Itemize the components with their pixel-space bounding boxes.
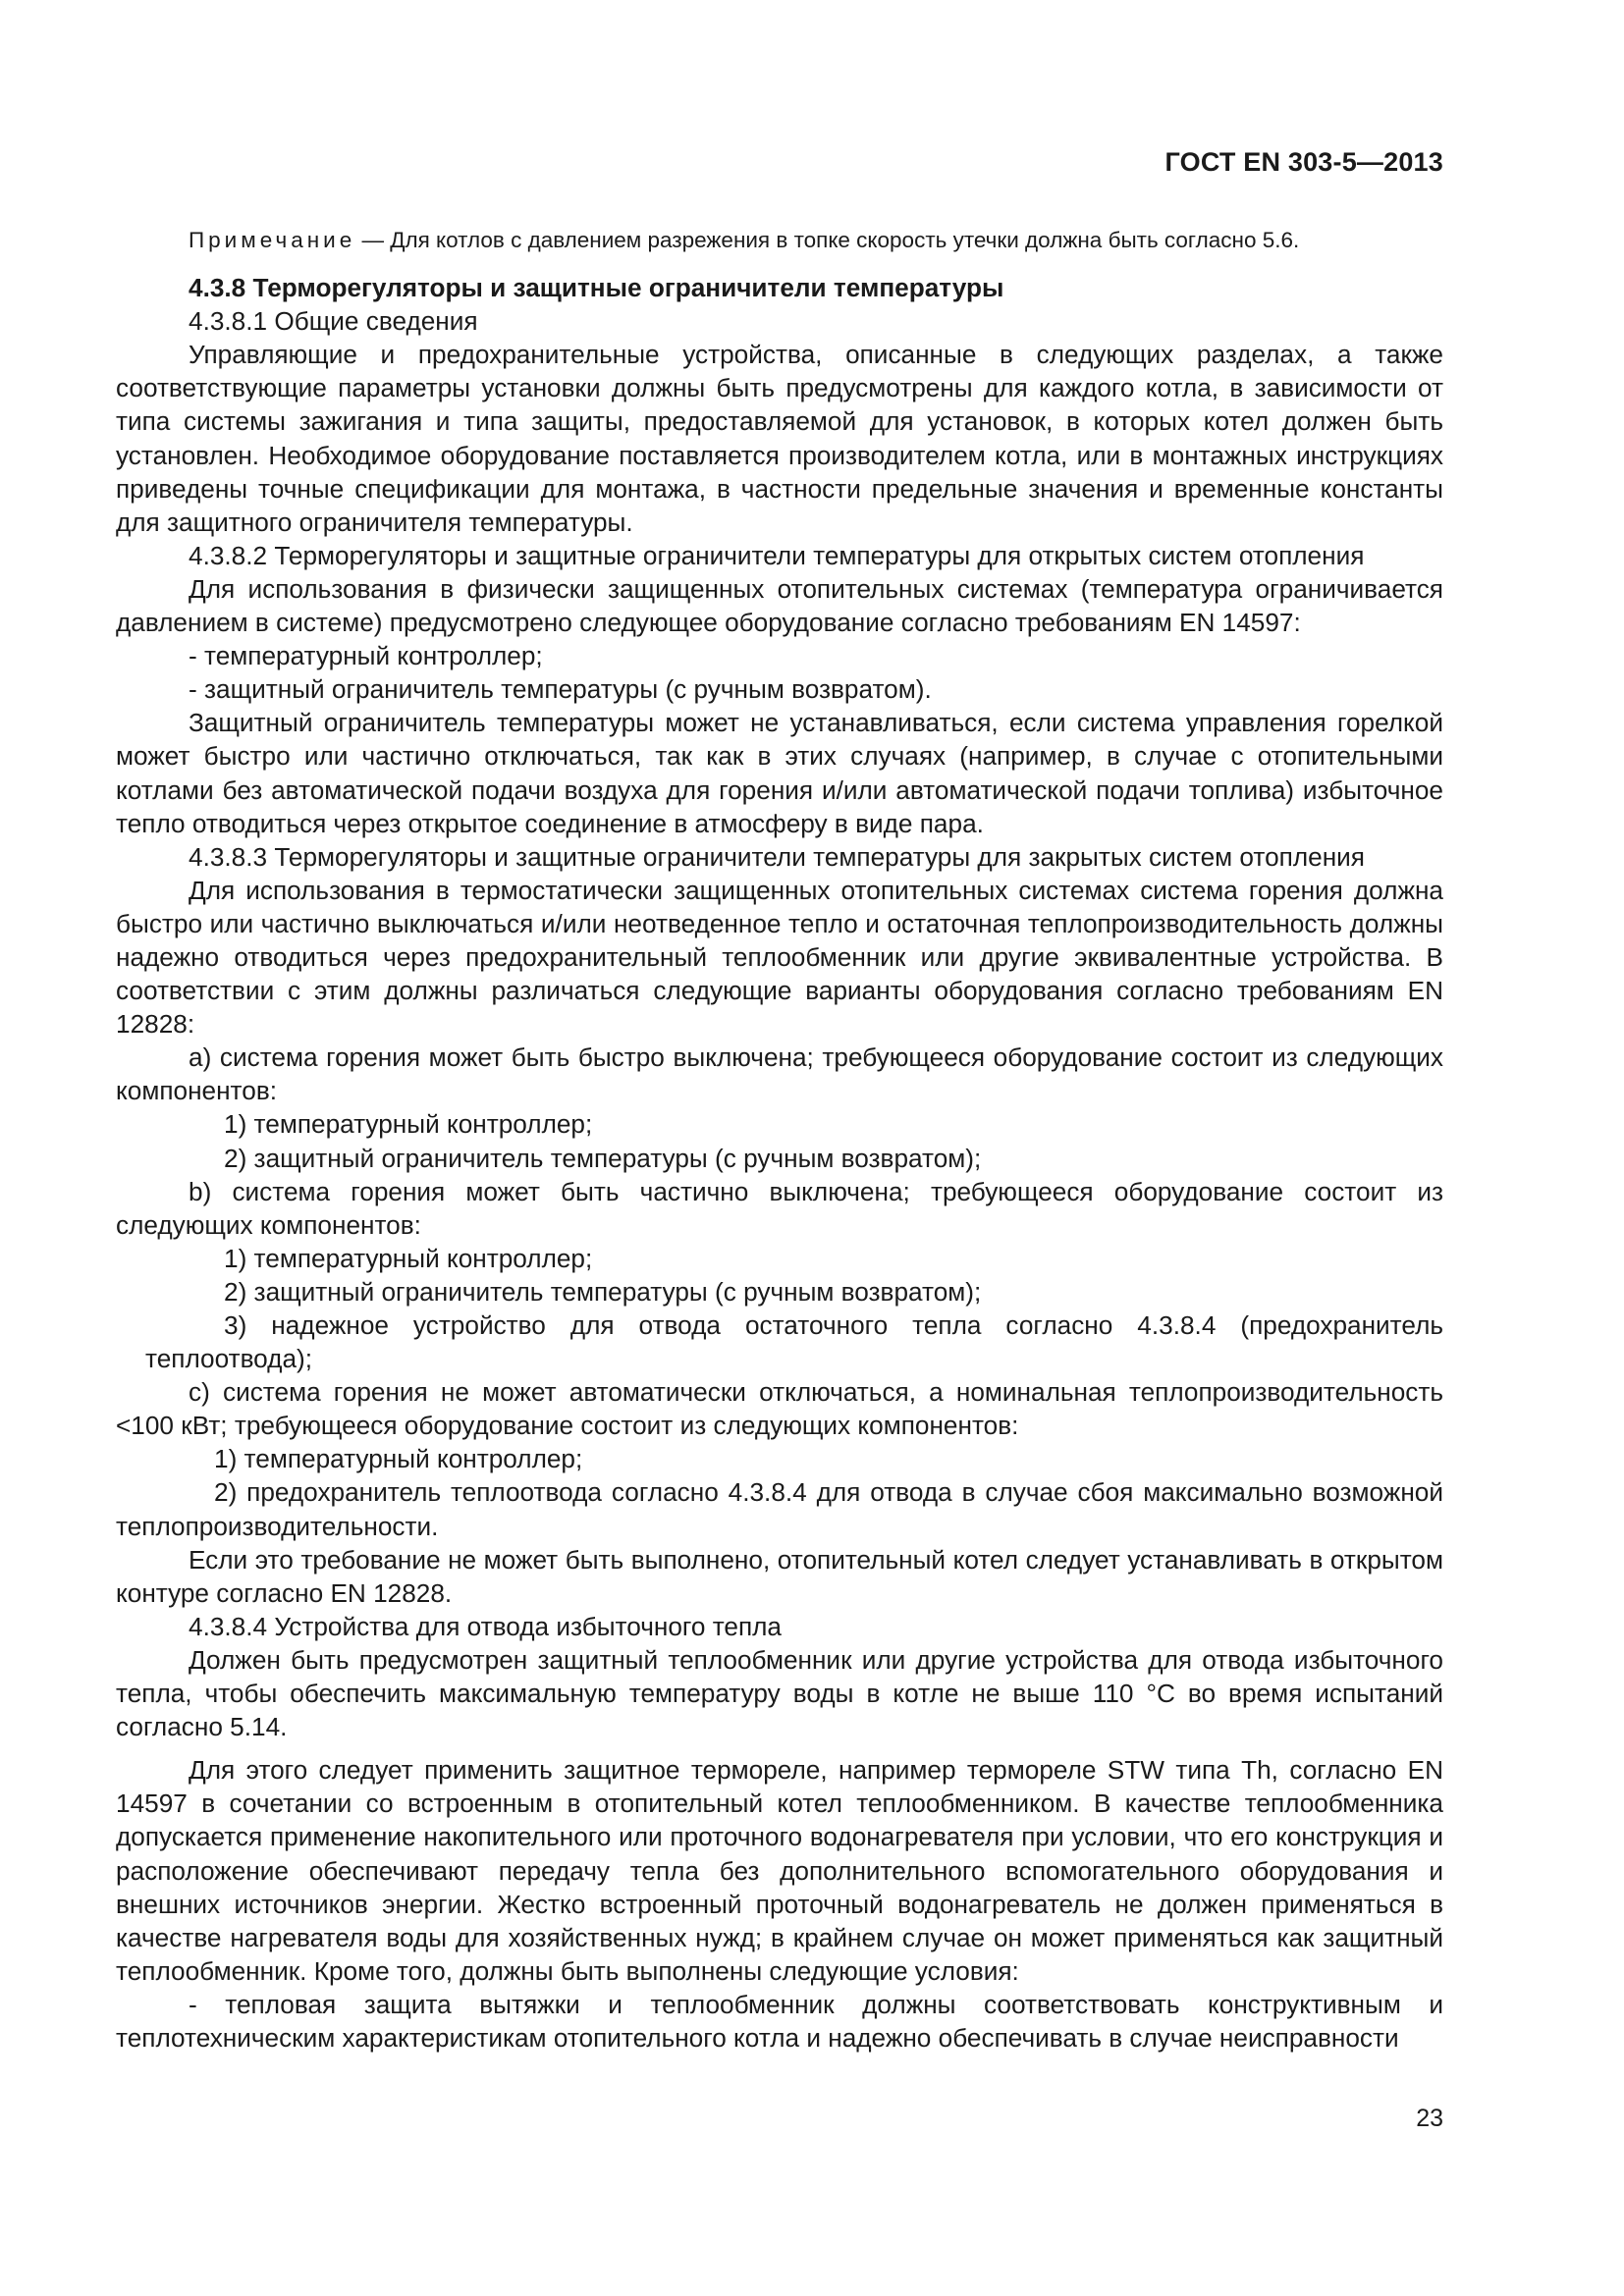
subsection-title: 4.3.8.1 Общие сведения: [189, 306, 478, 337]
list-item: a) система горения может быть быстро выключена; требующееся оборудование состоит из следующих компонентов:: [116, 1042, 1443, 1106]
list-subitem: 2) защитный ограничитель температуры (с ручным возвратом);: [224, 1276, 982, 1307]
list-item: c) система горения не может автоматически отключаться, а номинальная теплопроизводительность <100 кВт; требующееся оборудование состоит из следующих компонентов:: [116, 1377, 1443, 1441]
note: [116, 224, 1443, 257]
note-text: — Для котлов с давлением разрежения в топке скорость утечки должна быть согласно 5.6.: [355, 228, 1300, 252]
note-label: Примечание: [189, 228, 356, 252]
list-item: - температурный контроллер;: [189, 641, 543, 671]
subsection-title: 4.3.8.4 Устройства для отвода избыточного тепла: [189, 1611, 782, 1641]
page-number: 23: [1416, 2105, 1443, 2132]
list-subitem: 2) предохранитель теплоотвода согласно 4.3.8.4 для отвода в случае сбоя максимально возможной теплопроизводительности.: [116, 1477, 1443, 1541]
paragraph: Защитный ограничитель температуры может не устанавливаться, если система управления горелкой может быстро или частично отключаться, так как в этих случаях (например, в случае с отопительными котлами без автоматической подачи воздуха для горения и/или автоматической подачи топлива) избыточное тепло отводиться через открытое соединение в атмосферу в виде пара.: [116, 708, 1443, 838]
list-subitem: 1) температурный контроллер;: [224, 1243, 593, 1273]
paragraph: Если это требование не может быть выполнено, отопительный котел следует устанавливать в открытом контуре согласно EN 12828.: [116, 1544, 1443, 1608]
list-item: b) система горения может быть частично выключена; требующееся оборудование состоит из следующих компонентов:: [116, 1176, 1443, 1240]
paragraph: Для использования в физически защищенных отопительных системах (температура ограничивается давлением в системе) предусмотрено следующее оборудование согласно требованиям EN 14597:: [116, 573, 1443, 638]
list-subitem: 1) температурный контроллер;: [214, 1444, 583, 1474]
subsection-title: 4.3.8.3 Терморегуляторы и защитные ограничители температуры для закрытых систем отопления: [189, 841, 1365, 872]
list-subitem: 3) надежное устройство для отвода остаточного тепла согласно 4.3.8.4 (предохранитель теплоотвода);: [145, 1310, 1443, 1374]
standard-designation: ГОСТ EN 303-5—2013: [1164, 147, 1443, 177]
paragraph: Для этого следует применить защитное термореле, например термореле STW типа Th, согласно EN 14597 в сочетании со встроенным в отопительный котел теплообменником. В качестве теплообменника допускается применение накопительного или проточного водонагревателя при условии, что его конструкция и расположение обеспечивают передачу тепла без дополнительного вспомогательного оборудования и внешних источников энергии. Жестко встроенный проточный водонагреватель не должен применяться в качестве нагревателя воды для хозяйственных нужд; в крайнем случае он может применяться как защитный теплообменник. Кроме того, должны быть выполнены следующие условия:: [116, 1755, 1443, 1986]
subsection-title: 4.3.8.2 Терморегуляторы и защитные ограничители температуры для открытых систем отопления: [189, 540, 1365, 570]
list-item: - тепловая защита вытяжки и теплообменник должны соответствовать конструктивным и теплотехническим характеристикам отопительного котла и надежно обеспечивать в случае неисправности: [116, 1989, 1443, 2053]
document-body: [116, 224, 1443, 2055]
paragraph: Управляющие и предохранительные устройства, описанные в следующих разделах, а также соответствующие параметры установки должны быть предусмотрены для каждого котла, в зависимости от типа системы зажигания и типа защиты, предоставляемой для установок, в которых котел должен быть установлен. Необходимое оборудование поставляется производителем котла, или в монтажных инструкциях приведены точные спецификации для монтажа, в частности предельные значения и временные константы для защитного ограничителя температуры.: [116, 340, 1443, 537]
list-subitem: 2) защитный ограничитель температуры (с ручным возвратом);: [224, 1143, 982, 1173]
paragraph: Для использования в термостатически защищенных отопительных системах система горения должна быстро или частично выключаться и/или неотведенное тепло и остаточная теплопроизводительность должны надежно отводиться через предохранительный теплообменник или другие эквивалентные устройства. В соответствии с этим должны различаться следующие варианты оборудования согласно требованиям EN 12828:: [116, 875, 1443, 1040]
paragraph: Должен быть предусмотрен защитный теплообменник или другие устройства для отвода избыточного тепла, чтобы обеспечить максимальную температуру воды в котле не выше 110 °C во время испытаний согласно 5.14.: [116, 1644, 1443, 1742]
section-heading: 4.3.8 Терморегуляторы и защитные ограничители температуры: [189, 273, 1004, 303]
list-item: - защитный ограничитель температуры (с ручным возвратом).: [189, 674, 932, 705]
list-subitem: 1) температурный контроллер;: [224, 1109, 593, 1140]
